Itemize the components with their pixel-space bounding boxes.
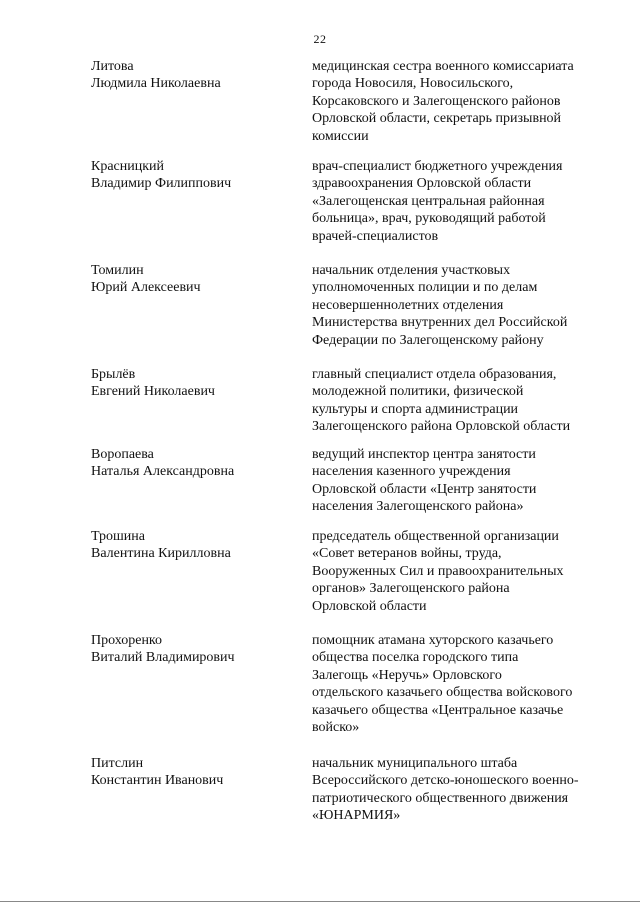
member-given-names: Владимир Филиппович: [91, 176, 232, 192]
member-given-names: Людмила Николаевна: [91, 76, 221, 92]
member-role-line: Федерации по Залегощенскому району: [312, 332, 544, 348]
member-role-line: Орловской области «Центр занятости: [312, 481, 537, 497]
member-role-line: Вооруженных Сил и правоохранительных: [312, 563, 564, 579]
member-role-line: медицинская сестра военного комиссариата: [312, 59, 574, 74]
member-role-line: уполномоченных полиции и по делам: [312, 280, 538, 296]
member-role-line: комиссии: [312, 128, 369, 144]
member-name: [91, 528, 291, 563]
member-role-line: Орловской области: [312, 598, 427, 614]
member-name: [91, 632, 291, 667]
member-surname: Литова: [91, 59, 134, 74]
member-role-line: города Новосиля, Новосильского,: [312, 76, 514, 92]
member-role: [312, 366, 612, 436]
member-role-line: начальник муниципального штаба: [312, 756, 518, 771]
member-role-line: «Залегощенская центральная районная: [312, 193, 545, 209]
member-role-line: патриотического общественного движения: [312, 790, 569, 806]
member-role-line: председатель общественной организации: [312, 529, 559, 544]
member-surname: Воропаева: [91, 447, 154, 462]
member-role-line: помощник атамана хуторского казачьего: [312, 633, 554, 648]
bottom-rule: [0, 901, 640, 902]
member-name: [91, 58, 291, 93]
member-given-names: Наталья Александровна: [91, 464, 235, 480]
member-role: [312, 632, 612, 736]
member-name: [91, 158, 291, 193]
member-name: [91, 446, 291, 481]
member-role: [312, 528, 612, 615]
member-role-line: врач-специалист бюджетного учреждения: [312, 159, 563, 174]
member-role-line: молодежной политики, физической: [312, 384, 524, 400]
member-role-line: Залегощенского района Орловской области: [312, 419, 571, 435]
member-given-names: Евгений Николаевич: [91, 384, 215, 400]
member-role-line: «Совет ветеранов войны, труда,: [312, 546, 502, 562]
member-role-line: казачьего общества «Центральное казачье: [312, 702, 564, 718]
member-role-line: Орловской области, секретарь призывной: [312, 111, 562, 127]
member-surname: Брылёв: [91, 367, 136, 382]
member-role-line: здравоохранения Орловской области: [312, 176, 532, 192]
member-role-line: органов» Залегощенского района: [312, 581, 510, 597]
member-role-line: главный специалист отдела образования,: [312, 367, 557, 382]
member-role-line: ведущий инспектор центра занятости: [312, 447, 536, 462]
member-role-line: больница», врач, руководящий работой: [312, 211, 546, 227]
member-role-line: культуры и спорта администрации: [312, 401, 519, 417]
member-name: [91, 262, 291, 297]
member-surname: Томилин: [91, 263, 144, 278]
member-role-line: начальник отделения участковых: [312, 263, 511, 278]
member-given-names: Валентина Кирилловна: [91, 546, 231, 562]
member-given-names: Виталий Владимирович: [91, 650, 235, 666]
member-name: [91, 755, 291, 790]
member-role-line: населения Залегощенского района»: [312, 499, 524, 515]
member-role-line: общества поселка городского типа: [312, 650, 519, 666]
member-role-line: несовершеннолетних отделения: [312, 297, 504, 313]
member-role: [312, 755, 612, 825]
member-role: [312, 58, 612, 145]
member-given-names: Константин Иванович: [91, 773, 224, 789]
member-surname: Прохоренко: [91, 633, 163, 648]
member-role: [312, 262, 612, 349]
member-role-line: Залегощь «Неручь» Орловского: [312, 667, 502, 683]
member-role-line: врачей-специалистов: [312, 228, 439, 244]
member-role-line: Всероссийского детско-юношеского военно-: [312, 773, 579, 789]
member-role-line: Корсаковского и Залегощенского районов: [312, 93, 561, 109]
member-role-line: «ЮНАРМИЯ»: [312, 808, 401, 824]
member-role-line: населения казенного учреждения: [312, 464, 511, 480]
member-surname: Питслин: [91, 756, 144, 771]
member-role: [312, 158, 612, 245]
member-role-line: Министерства внутренних дел Российской: [312, 315, 568, 331]
member-name: [91, 366, 291, 401]
member-surname: Красницкий: [91, 159, 165, 174]
member-role: [312, 446, 612, 516]
member-surname: Трошина: [91, 529, 145, 544]
member-role-line: отдельского казачьего общества войскового: [312, 685, 573, 701]
member-role-line: войско»: [312, 720, 360, 736]
page-number: 22: [313, 32, 327, 46]
member-given-names: Юрий Алексеевич: [91, 280, 201, 296]
